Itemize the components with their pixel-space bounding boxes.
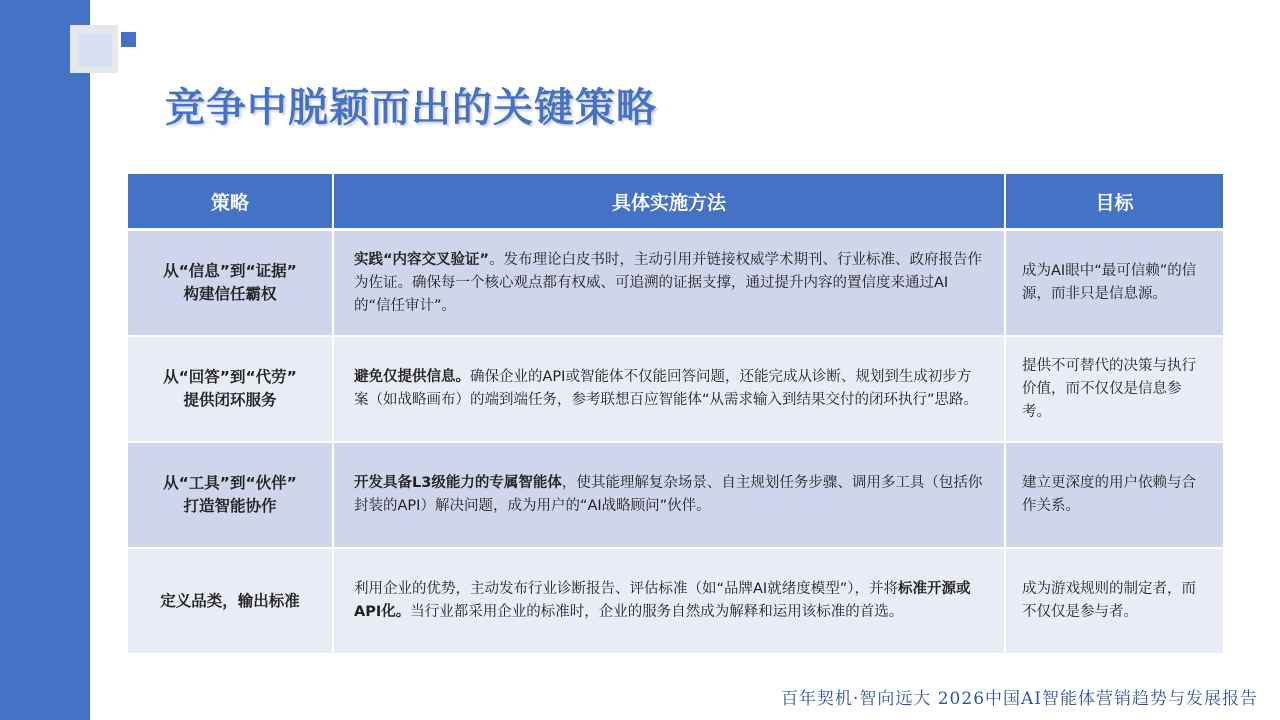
goal-cell: 成为游戏规则的制定者，而不仅仅是参与者。 — [1006, 549, 1223, 655]
table-header-row — [128, 174, 1223, 231]
footer-report-title: 百年契机·智向远大 2026中国AI智能体营销趋势与发展报告 — [780, 689, 1258, 709]
decorative-small-square — [121, 32, 136, 47]
table-row — [128, 549, 1223, 655]
method-text: 确保企业的API或智能体不仅能回答问题，还能完成从诊断、规划到生成初步方案（如战略画布）的端到端任务，参考联想百应智能体“从需求输入到结果交付的闭环执行”思路。 — [354, 369, 979, 408]
strategy-line-1: 定义品类，输出标准 — [160, 591, 300, 610]
method-cell — [334, 337, 1006, 443]
method-cell — [334, 549, 1006, 655]
table-row — [128, 337, 1223, 443]
strategy-cell — [128, 443, 334, 549]
method-bold-text: 避免仅提供信息。 — [354, 369, 470, 385]
method-cell — [334, 443, 1006, 549]
strategy-line-2: 打造智能协作 — [183, 497, 277, 515]
method-bold-text: 实践“内容交叉验证” — [354, 251, 490, 268]
method-bold-text: 标准开源或API化。 — [354, 581, 971, 620]
strategy-line-1: 从“工具”到“伙伴” — [163, 474, 297, 492]
method-text: 。发布理论白皮书时，主动引用并链接权威学术期刊、行业标准、政府报告作为佐证。确保每一个核心观点都有权威、可追溯的证据支撑，通过提升内容的置信度来通过AI的“信任审计”。 — [354, 251, 983, 314]
method-cell — [334, 231, 1006, 337]
table-row — [128, 231, 1223, 337]
strategy-line-1: 从“信息”到“证据” — [163, 262, 297, 280]
goal-cell: 成为AI眼中“最可信赖”的信源，而非只是信息源。 — [1006, 231, 1223, 337]
strategy-cell — [128, 549, 334, 655]
decorative-square-inner — [78, 33, 112, 67]
header-goal: 目标 — [1006, 174, 1223, 231]
goal-cell: 提供不可替代的决策与执行价值，而不仅仅是信息参考。 — [1006, 337, 1223, 443]
page-title: 竞争中脱颖而出的关键策略 — [165, 85, 657, 131]
method-text: ，使其能理解复杂场景、自主规划任务步骤、调用多工具（包括你封装的API）解决问题，成为用户的“AI战略顾问”伙伴。 — [354, 475, 983, 514]
table-row — [128, 443, 1223, 549]
strategy-line-1: 从“回答”到“代劳” — [163, 368, 297, 386]
strategy-line-2: 构建信任霸权 — [183, 285, 277, 303]
strategy-cell — [128, 231, 334, 337]
method-bold-text: 开发具备L3级能力的专属智能体 — [354, 475, 562, 491]
header-strategy: 策略 — [128, 174, 334, 231]
left-accent-bar — [0, 0, 90, 720]
header-method: 具体实施方法 — [334, 174, 1006, 231]
method-pre-text: 利用企业的优势，主动发布行业诊断报告、评估标准（如“品牌AI就绪度模型”），并将 — [354, 581, 898, 597]
strategy-line-2: 提供闭环服务 — [183, 391, 277, 409]
method-text: 当行业都采用企业的标准时，企业的服务自然成为解释和运用该标准的首选。 — [410, 604, 904, 620]
strategy-table — [128, 174, 1223, 655]
goal-cell: 建立更深度的用户依赖与合作关系。 — [1006, 443, 1223, 549]
strategy-cell — [128, 337, 334, 443]
